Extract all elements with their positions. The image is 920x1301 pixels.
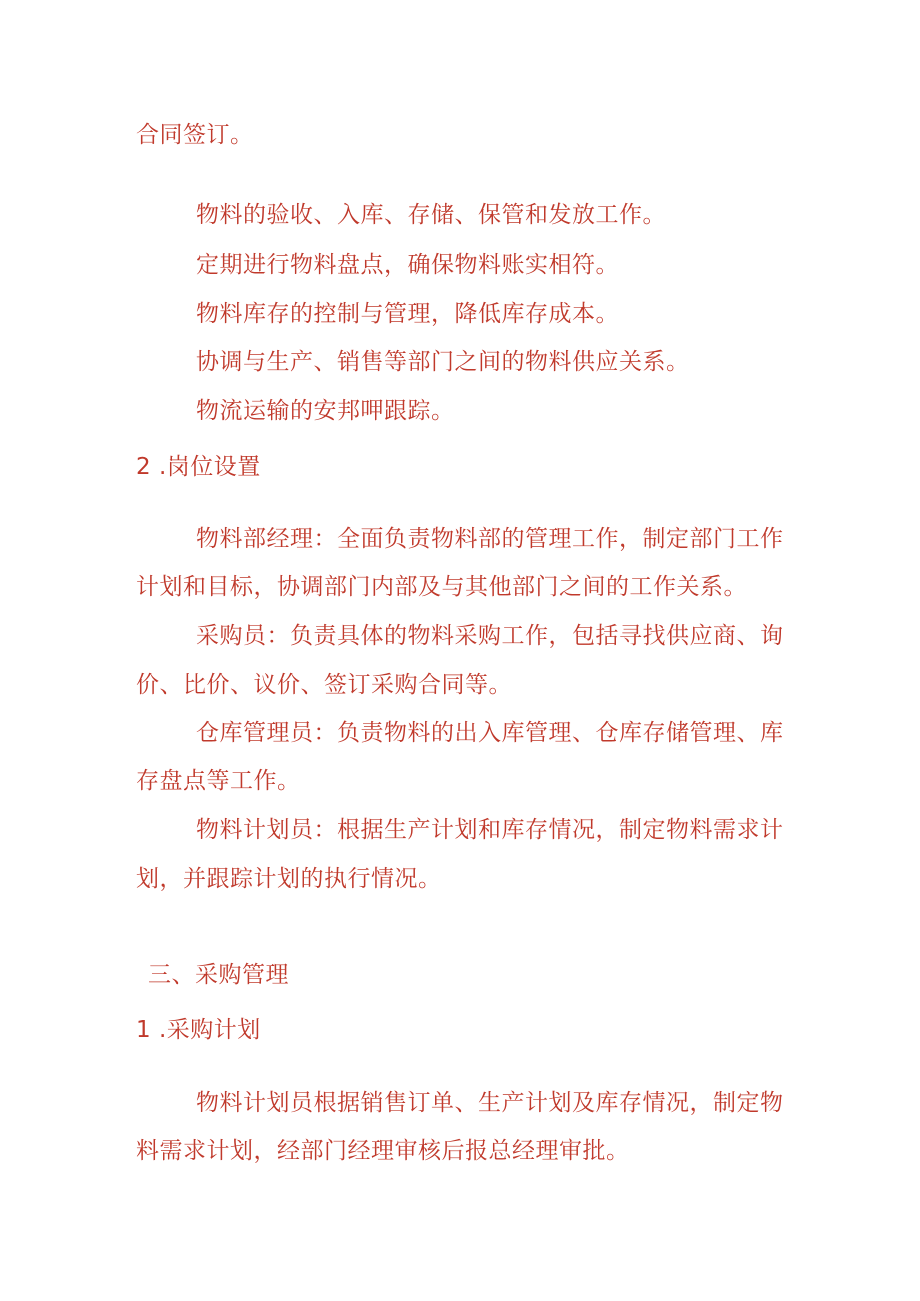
position-item-line2: 计划和目标，协调部门内部及与其他部门之间的工作关系。 [136,574,747,600]
duty-item: 物料库存的控制与管理，降低库存成本。 [196,301,619,327]
positions-heading: 2 .岗位设置 [136,454,261,480]
duty-item: 定期进行物料盘点，确保物料账实相符。 [196,252,619,278]
sub-heading: 1 .采购计划 [136,1017,261,1043]
position-item-line2: 存盘点等工作。 [136,768,301,794]
position-item-line1: 物料计划员：根据生产计划和库存情况，制定物料需求计 [196,817,784,843]
duty-item: 物流运输的安邦呷跟踪。 [196,398,455,424]
section-title: 三、采购管理 [148,962,289,988]
position-item-line2: 价、比价、议价、签订采购合同等。 [136,672,512,698]
paragraph-line2: 料需求计划，经部门经理审核后报总经理审批。 [136,1138,630,1164]
paragraph-line1: 物料计划员根据销售订单、生产计划及库存情况，制定物 [196,1090,784,1116]
duty-item: 协调与生产、销售等部门之间的物料供应关系。 [196,349,690,375]
position-item-line1: 物料部经理：全面负责物料部的管理工作，制定部门工作 [196,526,784,552]
position-item-line1: 仓库管理员：负责物料的出入库管理、仓库存储管理、库 [196,720,784,746]
position-item-line2: 划，并跟踪计划的执行情况。 [136,866,442,892]
position-item-line1: 采购员：负责具体的物料采购工作，包括寻找供应商、询 [196,623,784,649]
intro-tail-text: 合同签订。 [136,122,254,148]
duty-item: 物料的验收、入库、存储、保管和发放工作。 [196,202,666,228]
